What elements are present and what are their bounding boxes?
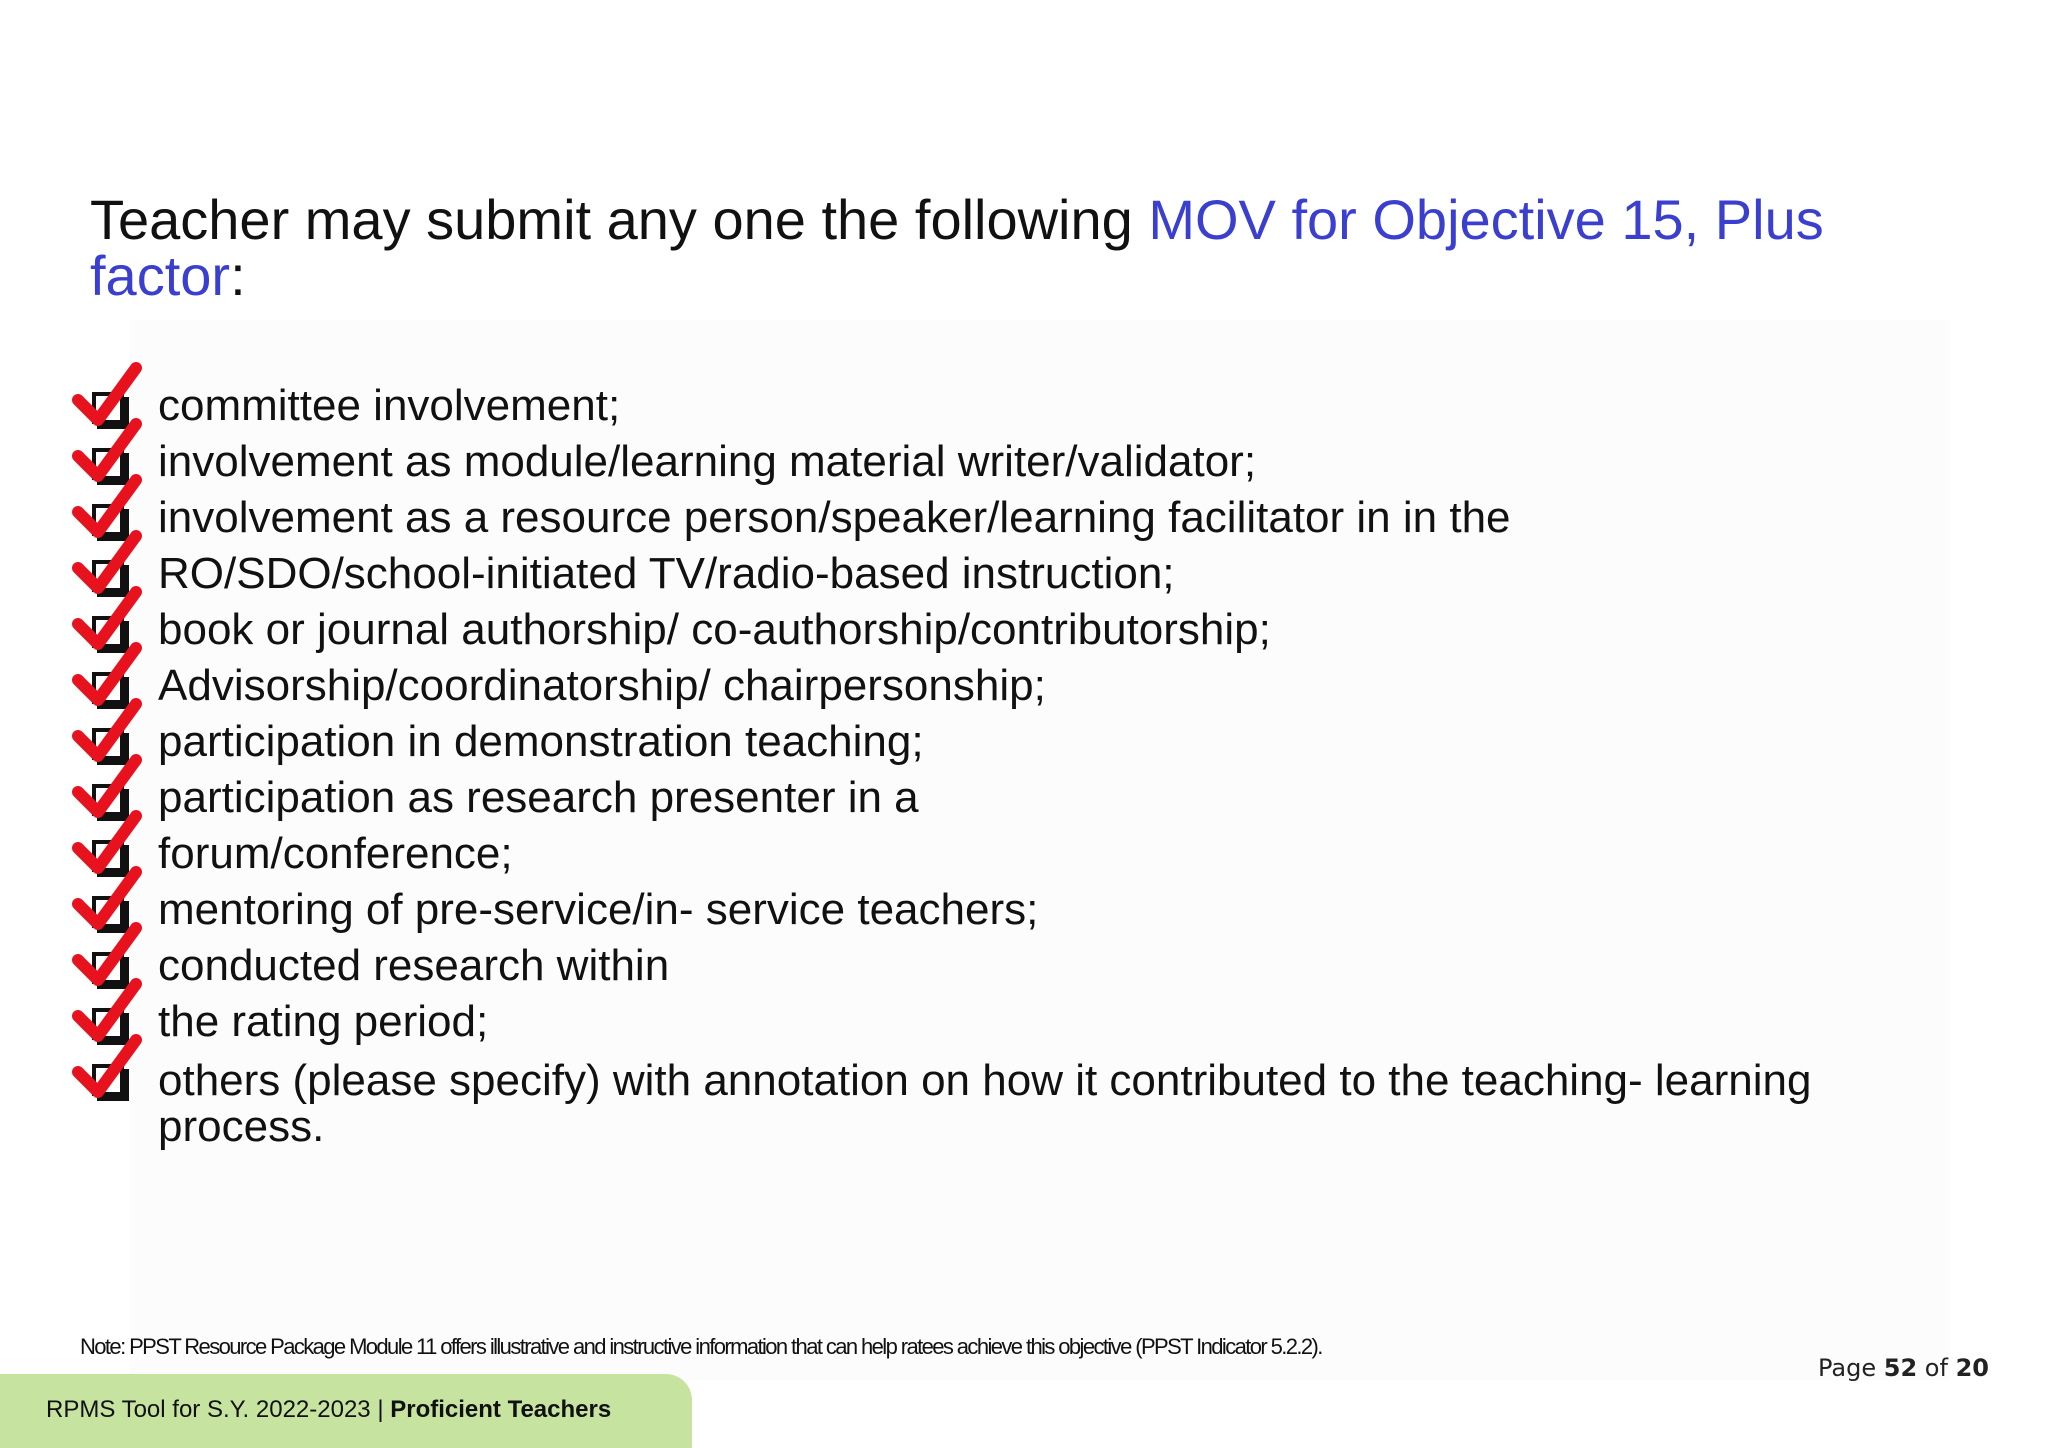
list-item-label: forum/conference; bbox=[158, 829, 513, 878]
mov-list bbox=[72, 378, 1972, 1150]
list-item bbox=[72, 826, 1972, 882]
list-item bbox=[72, 546, 1972, 602]
list-item-label: RO/SDO/school-initiated TV/radio-based instruction; bbox=[158, 549, 1175, 598]
footer-level: Proficient Teachers bbox=[390, 1396, 612, 1423]
list-item-label: Advisorship/coordinatorship/ chairpersonship; bbox=[158, 661, 1046, 710]
footer-banner bbox=[0, 1374, 692, 1448]
list-item bbox=[72, 770, 1972, 826]
list-item-label: conducted research within bbox=[158, 941, 670, 990]
title-lead: Teacher may submit any one the following bbox=[90, 188, 1149, 251]
list-item-label: participation in demonstration teaching; bbox=[158, 717, 924, 766]
list-item-label: involvement as a resource person/speaker/learning facilitator in in the bbox=[158, 493, 1511, 542]
list-item-label: the rating period; bbox=[158, 997, 489, 1046]
list-item-label: mentoring of pre-service/in- service teachers; bbox=[158, 885, 1039, 934]
page-prefix: Page bbox=[1818, 1354, 1877, 1382]
list-item-label: involvement as module/learning material writer/validator; bbox=[158, 437, 1257, 486]
title-tail: : bbox=[230, 244, 246, 307]
page-current: 52 bbox=[1883, 1354, 1918, 1382]
page-number bbox=[1818, 1354, 1989, 1382]
list-item-label: book or journal authorship/ co-authorship/contributorship; bbox=[158, 605, 1271, 654]
list-item bbox=[72, 490, 1972, 546]
list-item bbox=[72, 882, 1972, 938]
list-item bbox=[72, 434, 1972, 490]
list-item bbox=[72, 938, 1972, 994]
list-item bbox=[72, 994, 1972, 1050]
list-item bbox=[72, 1050, 1972, 1150]
page-total: 20 bbox=[1955, 1354, 1989, 1382]
footer-text bbox=[46, 1396, 611, 1424]
list-item bbox=[72, 602, 1972, 658]
list-item-label: participation as research presenter in a bbox=[158, 773, 919, 822]
footnote: Note: PPST Resource Package Module 11 offers illustrative and instructive information that can help ratees achieve this objective (PPST Indicator 5.2.2). bbox=[80, 1334, 1322, 1359]
page-title bbox=[90, 188, 1890, 307]
list-item bbox=[72, 658, 1972, 714]
page-sep: of bbox=[1924, 1354, 1948, 1382]
list-item bbox=[72, 714, 1972, 770]
list-item-label: others (please specify) with annotation on how it contributed to the teaching- learning process. bbox=[158, 1056, 1812, 1151]
footer-tool: RPMS Tool for S.Y. 2022-2023 | bbox=[46, 1396, 391, 1423]
red-checkmark-icon bbox=[72, 1036, 142, 1106]
list-item-label: committee involvement; bbox=[158, 381, 621, 430]
list-item bbox=[72, 378, 1972, 434]
title-accent: MOV for Objective 15, Plus factor bbox=[90, 188, 1824, 307]
